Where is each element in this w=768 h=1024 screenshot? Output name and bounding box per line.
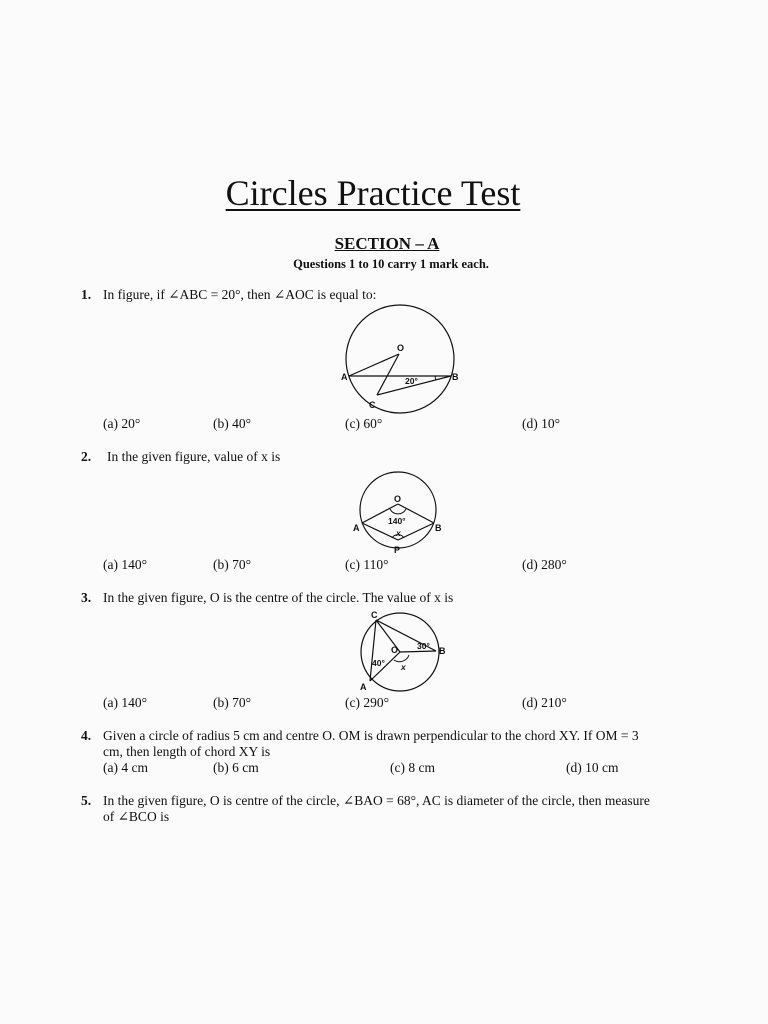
question-1-option-a[interactable]: (a) 20° — [103, 416, 141, 431]
fig3-label-angle2: 40° — [372, 658, 385, 668]
question-4-option-d[interactable]: (d) 10 cm — [566, 760, 619, 775]
question-5-number: 5. — [81, 793, 92, 808]
question-2-number: 2. — [81, 449, 92, 464]
question-1-option-b[interactable]: (b) 40° — [213, 416, 252, 431]
section-heading: SECTION – A — [334, 234, 440, 253]
section-instructions: Questions 1 to 10 carry 1 mark each. — [293, 257, 489, 271]
question-2-option-c[interactable]: (c) 110° — [345, 557, 389, 572]
fig2-label-angle: 140° — [388, 516, 406, 526]
question-1-text: In figure, if ∠ABC = 20°, then ∠AOC is equal to: — [103, 287, 377, 302]
question-2-option-b[interactable]: (b) 70° — [213, 557, 252, 572]
question-4-number: 4. — [81, 728, 92, 743]
fig3-label-o: O — [391, 645, 399, 655]
question-4-option-a[interactable]: (a) 4 cm — [103, 760, 148, 775]
question-3-figure — [350, 608, 454, 694]
question-2-option-a[interactable]: (a) 140° — [103, 557, 148, 572]
fig3-label-x: x — [401, 662, 406, 672]
fig3-label-a: A — [360, 682, 367, 692]
question-4-text-line1: Given a circle of radius 5 cm and centre O. OM is drawn perpendicular to the chord XY. If OM = 3 — [103, 728, 639, 743]
question-4-option-b[interactable]: (b) 6 cm — [213, 760, 259, 775]
question-2-text: In the given figure, value of x is — [107, 449, 281, 464]
question-1-number: 1. — [81, 287, 92, 302]
question-1-option-c[interactable]: (c) 60° — [345, 416, 383, 431]
question-5-text-line2: of ∠BCO is — [103, 809, 170, 824]
question-3-text: In the given figure, O is the centre of the circle. The value of x is — [103, 590, 454, 605]
question-3-option-c[interactable]: (c) 290° — [345, 695, 390, 710]
page-title: Circles Practice Test — [225, 173, 521, 213]
fig2-label-p: P — [394, 545, 401, 555]
fig1-label-o: O — [397, 343, 405, 353]
question-1-figure — [335, 302, 467, 416]
question-3-option-d[interactable]: (d) 210° — [522, 695, 567, 710]
fig1-label-c: C — [369, 400, 376, 410]
question-3-number: 3. — [81, 590, 92, 605]
fig2-label-o: O — [394, 494, 402, 504]
fig2-label-b: B — [435, 523, 442, 533]
fig1-label-angle: 20° — [405, 376, 418, 386]
question-4-option-c[interactable]: (c) 8 cm — [390, 760, 435, 775]
fig2-label-a: A — [353, 523, 360, 533]
fig3-label-angle1: 30° — [417, 641, 430, 651]
fig3-label-c: C — [371, 610, 378, 620]
fig2-label-x: x — [396, 528, 401, 538]
question-5-text-line1: In the given figure, O is centre of the circle, ∠BAO = 68°, AC is diameter of the circle, then measure — [103, 793, 650, 808]
question-1-option-d[interactable]: (d) 10° — [522, 416, 561, 431]
question-2-figure — [350, 468, 446, 558]
fig1-label-b: B — [452, 372, 459, 382]
question-3-option-b[interactable]: (b) 70° — [213, 695, 252, 710]
question-4-text-line2: cm, then length of chord XY is — [103, 744, 271, 759]
fig1-label-a: A — [341, 372, 348, 382]
question-2-option-d[interactable]: (d) 280° — [522, 557, 567, 572]
fig3-label-b: B — [439, 646, 446, 656]
question-3-option-a[interactable]: (a) 140° — [103, 695, 148, 710]
